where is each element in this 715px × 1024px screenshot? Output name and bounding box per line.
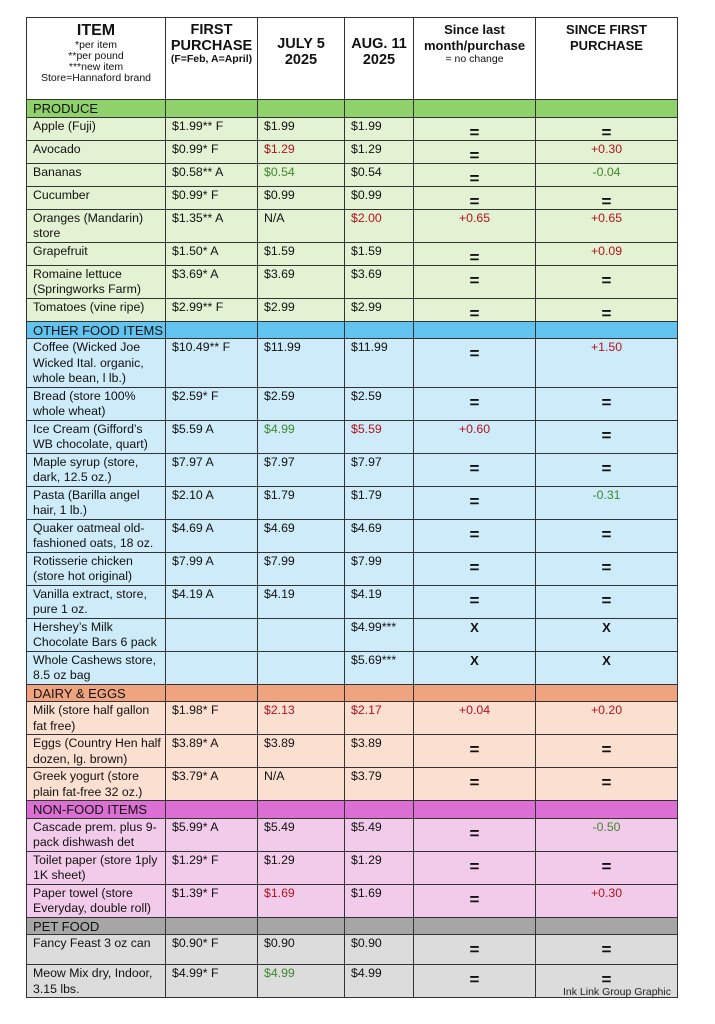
- item-name: Grapefruit: [27, 242, 166, 265]
- aug-price: $2.17: [345, 702, 414, 735]
- item-name: Apple (Fuji): [27, 117, 166, 140]
- table-row: [27, 585, 678, 618]
- since-last-change: =: [414, 453, 536, 486]
- since-last-change: =: [414, 884, 536, 917]
- since-last-change: =: [414, 387, 536, 420]
- section-header-cell: [345, 801, 414, 819]
- table-row: [27, 117, 678, 140]
- item-name: Ice Cream (Gifford’s WB chocolate, quart): [27, 420, 166, 453]
- table-row: [27, 651, 678, 684]
- july-price: N/A: [258, 209, 345, 242]
- item-name: Toilet paper (store 1ply 1K sheet): [27, 851, 166, 884]
- aug-price: $11.99: [345, 339, 414, 388]
- aug-price: $4.19: [345, 585, 414, 618]
- table-row: [27, 242, 678, 265]
- item-name: Oranges (Mandarin) store: [27, 209, 166, 242]
- first-purchase-price: $1.99** F: [166, 117, 258, 140]
- aug-price: $3.69: [345, 265, 414, 298]
- section-header-cell: [414, 684, 536, 702]
- first-purchase-price: $1.39* F: [166, 884, 258, 917]
- first-purchase-header: FIRST PURCHASE (F=Feb, A=April): [166, 18, 258, 100]
- item-name: Fancy Feast 3 oz can: [27, 935, 166, 965]
- section-header-cell: [345, 100, 414, 118]
- first-purchase-price: $0.99* F: [166, 186, 258, 209]
- first-purchase-price: $10.49** F: [166, 339, 258, 388]
- section-header-cell: [258, 801, 345, 819]
- since-last-change: =: [414, 265, 536, 298]
- since-first-change: =: [536, 935, 678, 965]
- table-row: [27, 818, 678, 851]
- first-purchase-price: $5.99* A: [166, 818, 258, 851]
- aug-header: AUG. 11 2025: [345, 18, 414, 100]
- july-price: $2.13: [258, 702, 345, 735]
- section-title: OTHER FOOD ITEMS: [27, 321, 166, 339]
- table-row: [27, 618, 678, 651]
- since-first-change: +0.30: [536, 884, 678, 917]
- section-title: DAIRY & EGGS: [27, 684, 166, 702]
- table-row: [27, 209, 678, 242]
- since-last-change: =: [414, 818, 536, 851]
- aug-price: $0.54: [345, 163, 414, 186]
- section-header-cell: [258, 100, 345, 118]
- item-name: Vanilla extract, store, pure 1 oz.: [27, 585, 166, 618]
- since-last-change: =: [414, 339, 536, 388]
- july-price: $1.59: [258, 242, 345, 265]
- first-purchase-price: $2.59* F: [166, 387, 258, 420]
- item-name: Eggs (Country Hen half dozen, lg. brown): [27, 735, 166, 768]
- aug-price: $1.29: [345, 851, 414, 884]
- item-name: Cascade prem. plus 9-pack dishwash det: [27, 818, 166, 851]
- aug-price: $4.69: [345, 519, 414, 552]
- july-header: JULY 5 2025: [258, 18, 345, 100]
- since-first-change: +0.20: [536, 702, 678, 735]
- aug-price: $5.49: [345, 818, 414, 851]
- aug-price: $5.59: [345, 420, 414, 453]
- since-first-change: X: [536, 618, 678, 651]
- section-title: PRODUCE: [27, 100, 166, 118]
- since-last-change: =: [414, 552, 536, 585]
- first-purchase-price: [166, 618, 258, 651]
- section-header-cell: [166, 917, 258, 935]
- table-row: [27, 163, 678, 186]
- item-name: Milk (store half gallon fat free): [27, 702, 166, 735]
- table-row: [27, 519, 678, 552]
- section-header-cell: [414, 321, 536, 339]
- aug-price: $4.99***: [345, 618, 414, 651]
- item-name: Hershey’s Milk Chocolate Bars 6 pack: [27, 618, 166, 651]
- section-header-cell: [166, 801, 258, 819]
- since-first-change: X: [536, 651, 678, 684]
- item-name: Quaker oatmeal old-fashioned oats, 18 oz.: [27, 519, 166, 552]
- first-purchase-price: $7.97 A: [166, 453, 258, 486]
- item-name: Meow Mix dry, Indoor, 3.15 lbs.: [27, 965, 166, 998]
- item-name: Avocado: [27, 140, 166, 163]
- july-price: $1.79: [258, 486, 345, 519]
- first-purchase-price: $3.79* A: [166, 768, 258, 801]
- since-last-change: =: [414, 519, 536, 552]
- first-purchase-price: $2.10 A: [166, 486, 258, 519]
- since-last-header: Since last month/purchase = no change: [414, 18, 536, 100]
- july-price: $1.29: [258, 851, 345, 884]
- item-name: Maple syrup (store, dark, 12.5 oz.): [27, 453, 166, 486]
- aug-price: $2.59: [345, 387, 414, 420]
- table-row: [27, 298, 678, 321]
- item-name: Coffee (Wicked Joe Wicked Ital. organic, whole bean, l lb.): [27, 339, 166, 388]
- since-first-header: SINCE FIRST PURCHASE: [536, 18, 678, 100]
- aug-price: $1.69: [345, 884, 414, 917]
- section-header-cell: [166, 684, 258, 702]
- item-name: Romaine lettuce (Springworks Farm): [27, 265, 166, 298]
- aug-price: $1.59: [345, 242, 414, 265]
- first-purchase-price: $2.99** F: [166, 298, 258, 321]
- item-name: Bread (store 100% whole wheat): [27, 387, 166, 420]
- credit-text: Ink Link Group Graphic: [563, 986, 671, 998]
- since-first-change: -0.50: [536, 818, 678, 851]
- july-price: [258, 618, 345, 651]
- since-first-change: =: [536, 965, 678, 998]
- item-name: Paper towel (store Everyday, double roll): [27, 884, 166, 917]
- since-last-change: +0.60: [414, 420, 536, 453]
- aug-price: $3.89: [345, 735, 414, 768]
- table-row: [27, 768, 678, 801]
- item-name: Whole Cashews store, 8.5 oz bag: [27, 651, 166, 684]
- since-first-change: =: [536, 265, 678, 298]
- since-last-change: =: [414, 298, 536, 321]
- first-purchase-price: $1.35** A: [166, 209, 258, 242]
- table-row: [27, 486, 678, 519]
- july-price: $1.29: [258, 140, 345, 163]
- section-header-cell: [414, 917, 536, 935]
- aug-price: $5.69***: [345, 651, 414, 684]
- july-price: $4.19: [258, 585, 345, 618]
- table-row: [27, 186, 678, 209]
- july-price: $1.69: [258, 884, 345, 917]
- first-purchase-price: $3.89* A: [166, 735, 258, 768]
- aug-price: $2.00: [345, 209, 414, 242]
- section-header-cell: [258, 321, 345, 339]
- table-row: [27, 140, 678, 163]
- section-header-cell: [536, 684, 678, 702]
- july-price: [258, 651, 345, 684]
- table-row: [27, 387, 678, 420]
- section-header-cell: [414, 801, 536, 819]
- july-price: $0.99: [258, 186, 345, 209]
- first-purchase-price: $4.19 A: [166, 585, 258, 618]
- aug-price: $1.29: [345, 140, 414, 163]
- section-title: PET FOOD: [27, 917, 166, 935]
- item-name: Cucumber: [27, 186, 166, 209]
- section-header-cell: [258, 917, 345, 935]
- table-row: [27, 935, 678, 965]
- since-last-change: =: [414, 140, 536, 163]
- since-last-change: =: [414, 935, 536, 965]
- since-last-change: X: [414, 618, 536, 651]
- item-column-header: ITEM *per item **per pound ***new item Store=Hannaford brand: [27, 18, 166, 100]
- item-legend-line: **per pound: [68, 50, 124, 62]
- since-last-change: =: [414, 768, 536, 801]
- first-purchase-price: $4.69 A: [166, 519, 258, 552]
- since-last-change: +0.65: [414, 209, 536, 242]
- first-purchase-price: $4.99* F: [166, 965, 258, 998]
- since-last-change: =: [414, 163, 536, 186]
- aug-price: $1.79: [345, 486, 414, 519]
- since-last-change: =: [414, 186, 536, 209]
- table-row: [27, 339, 678, 388]
- since-first-change: =: [536, 735, 678, 768]
- section-header-cell: [166, 321, 258, 339]
- since-last-change: =: [414, 117, 536, 140]
- july-price: $2.59: [258, 387, 345, 420]
- item-name: Greek yogurt (store plain fat-free 32 oz.): [27, 768, 166, 801]
- since-first-change: =: [536, 453, 678, 486]
- since-first-change: =: [536, 768, 678, 801]
- since-last-change: =: [414, 851, 536, 884]
- july-price: $3.89: [258, 735, 345, 768]
- july-price: $4.69: [258, 519, 345, 552]
- table-row: [27, 453, 678, 486]
- item-legend-line: *per item: [74, 39, 117, 51]
- section-header-cell: [536, 917, 678, 935]
- aug-price: $0.90: [345, 935, 414, 965]
- price-tracker-table: [26, 17, 678, 998]
- section-header-row: [27, 801, 678, 819]
- july-price: $4.99: [258, 965, 345, 998]
- section-header-cell: [345, 684, 414, 702]
- item-name: Bananas: [27, 163, 166, 186]
- since-last-change: =: [414, 242, 536, 265]
- first-purchase-price: $0.58** A: [166, 163, 258, 186]
- aug-price: $2.99: [345, 298, 414, 321]
- since-first-change: =: [536, 186, 678, 209]
- section-header-row: [27, 321, 678, 339]
- since-first-change: =: [536, 420, 678, 453]
- july-price: $3.69: [258, 265, 345, 298]
- since-first-change: =: [536, 117, 678, 140]
- since-first-change: -0.31: [536, 486, 678, 519]
- table-row: [27, 735, 678, 768]
- table-row: [27, 884, 678, 917]
- item-name: Pasta (Barilla angel hair, 1 lb.): [27, 486, 166, 519]
- first-purchase-price: $3.69* A: [166, 265, 258, 298]
- since-last-change: =: [414, 585, 536, 618]
- item-name: Rotisserie chicken (store hot original): [27, 552, 166, 585]
- header-row: [27, 18, 678, 100]
- since-last-change: =: [414, 486, 536, 519]
- since-first-change: =: [536, 298, 678, 321]
- section-title: NON-FOOD ITEMS: [27, 801, 166, 819]
- section-header-cell: [414, 100, 536, 118]
- table-row: [27, 702, 678, 735]
- july-price: $0.54: [258, 163, 345, 186]
- july-price: $0.90: [258, 935, 345, 965]
- first-purchase-price: [166, 651, 258, 684]
- aug-price: $4.99: [345, 965, 414, 998]
- since-first-change: +1.50: [536, 339, 678, 388]
- first-purchase-price: $0.99* F: [166, 140, 258, 163]
- july-price: $7.97: [258, 453, 345, 486]
- since-first-change: -0.04: [536, 163, 678, 186]
- section-header-cell: [258, 684, 345, 702]
- aug-price: $7.99: [345, 552, 414, 585]
- first-purchase-price: $7.99 A: [166, 552, 258, 585]
- since-first-change: =: [536, 387, 678, 420]
- july-price: $1.99: [258, 117, 345, 140]
- section-header-row: [27, 917, 678, 935]
- table-row: [27, 265, 678, 298]
- since-first-change: =: [536, 585, 678, 618]
- first-purchase-price: $1.29* F: [166, 851, 258, 884]
- july-price: $11.99: [258, 339, 345, 388]
- first-purchase-price: $1.50* A: [166, 242, 258, 265]
- july-price: $7.99: [258, 552, 345, 585]
- item-legend-line: Store=Hannaford brand: [40, 72, 152, 84]
- section-header-cell: [536, 321, 678, 339]
- table-body: [27, 100, 678, 998]
- section-header-cell: [536, 100, 678, 118]
- aug-price: $0.99: [345, 186, 414, 209]
- aug-price: $1.99: [345, 117, 414, 140]
- section-header-cell: [166, 100, 258, 118]
- first-purchase-price: $0.90* F: [166, 935, 258, 965]
- since-first-change: +0.30: [536, 140, 678, 163]
- table-row: [27, 420, 678, 453]
- table-row: [27, 552, 678, 585]
- july-price: N/A: [258, 768, 345, 801]
- aug-price: $7.97: [345, 453, 414, 486]
- since-first-change: =: [536, 851, 678, 884]
- since-last-change: +0.04: [414, 702, 536, 735]
- section-header-row: [27, 684, 678, 702]
- since-first-change: +0.65: [536, 209, 678, 242]
- since-last-change: X: [414, 651, 536, 684]
- section-header-cell: [345, 917, 414, 935]
- table-row: [27, 851, 678, 884]
- section-header-cell: [345, 321, 414, 339]
- since-first-change: =: [536, 552, 678, 585]
- first-purchase-price: $5.59 A: [166, 420, 258, 453]
- item-legend-line: ***new item: [68, 61, 124, 73]
- july-price: $4.99: [258, 420, 345, 453]
- aug-price: $3.79: [345, 768, 414, 801]
- item-name: Tomatoes (vine ripe): [27, 298, 166, 321]
- july-price: $5.49: [258, 818, 345, 851]
- since-last-change: =: [414, 965, 536, 998]
- section-header-row: [27, 100, 678, 118]
- first-purchase-price: $1.98* F: [166, 702, 258, 735]
- section-header-cell: [536, 801, 678, 819]
- item-legend: [29, 40, 163, 84]
- since-first-change: +0.09: [536, 242, 678, 265]
- since-last-change: =: [414, 735, 536, 768]
- since-first-change: =: [536, 519, 678, 552]
- july-price: $2.99: [258, 298, 345, 321]
